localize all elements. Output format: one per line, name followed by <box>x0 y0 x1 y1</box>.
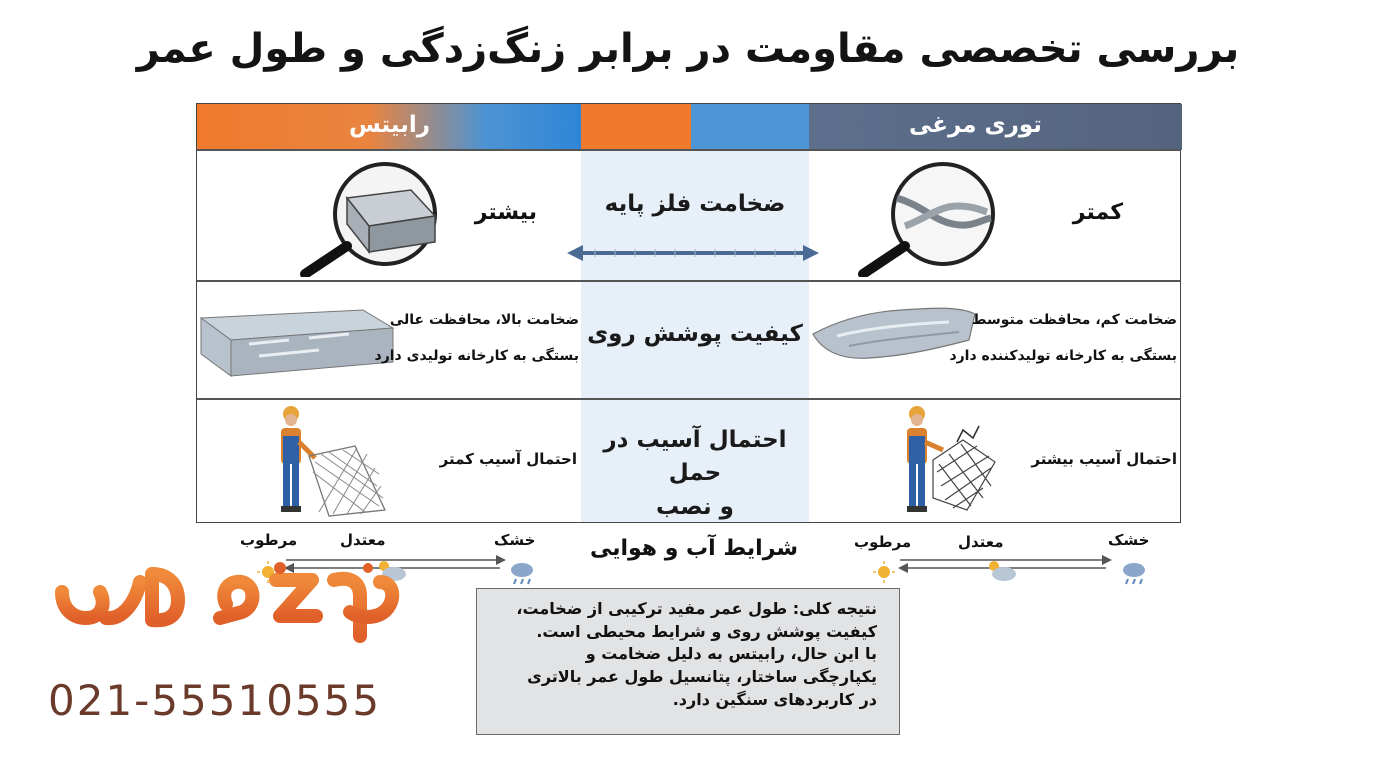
criterion-damage-line-2: و نصب <box>656 493 734 520</box>
magnifier-icon <box>295 162 455 277</box>
rain-cloud-icon <box>511 563 533 584</box>
header-divider-orange <box>581 104 691 150</box>
divider <box>197 280 1180 282</box>
climate-moderate-label: معتدل <box>340 531 386 549</box>
rabitz-thickness-value: بیشتر <box>474 200 537 225</box>
brand-logo <box>44 560 404 670</box>
chicken-wire-coating-line-2: بستگی به کارخانه تولیدکننده دارد <box>949 348 1177 364</box>
worker-icon <box>259 402 389 518</box>
double-arrow <box>565 242 821 264</box>
criterion-zinc-coating: کیفیت پوشش روی <box>587 321 803 347</box>
criterion-metal-thickness: ضخامت فلز پایه <box>604 191 786 217</box>
cloud-sun-icon <box>989 561 1016 581</box>
chicken-wire-coating-line-1: ضخامت کم، محافظت متوسط <box>972 312 1177 328</box>
chicken-wire-thickness-value: کمتر <box>1072 200 1123 225</box>
rabitz-damage-value: احتمال آسیب کمتر <box>439 450 577 468</box>
divider <box>197 398 1180 400</box>
conclusion-line-1: نتیجه کلی: طول عمر مفید ترکیبی از ضخامت، <box>516 599 877 618</box>
column-label-rabitz: رابیتس <box>349 112 431 138</box>
phone-number: 021-55510555 <box>48 676 382 725</box>
conclusion-line-5: در کاربردهای سنگین دارد. <box>672 689 877 709</box>
header-divider-blue <box>691 104 809 150</box>
page-title: بررسی تخصصی مقاومت در برابر زنگ‌زدگی و طول عمر <box>136 26 1240 72</box>
climate-scale-chicken-wire <box>870 552 1160 586</box>
divider <box>197 149 1180 151</box>
climate-moderate-label: معتدل <box>958 533 1004 551</box>
column-label-chicken-wire: توری مرغی <box>909 112 1042 138</box>
criterion-climate: شرایط آب و هوایی <box>589 536 799 561</box>
conclusion-box <box>476 588 900 735</box>
rabitz-coating-line-1: ضخامت بالا، محافظت عالی <box>389 312 579 328</box>
criterion-damage-risk <box>581 424 809 524</box>
sun-icon <box>873 561 895 583</box>
climate-dry-label: خشک <box>494 531 536 549</box>
climate-humid-label: مرطوب <box>854 533 912 551</box>
conclusion-line-2: کیفیت پوشش روی و شرایط محیطی است. <box>536 621 877 641</box>
chicken-wire-damage-value: احتمال آسیب بیشتر <box>1031 450 1177 468</box>
climate-dry-label: خشک <box>1108 531 1150 549</box>
rabitz-coating-line-2: بستگی به کارخانه تولیدی دارد <box>374 348 579 364</box>
rain-cloud-icon <box>1123 563 1145 584</box>
climate-humid-label: مرطوب <box>240 531 298 549</box>
magnifier-icon <box>853 162 1013 277</box>
criterion-damage-line-1: احتمال آسیب در حمل <box>603 427 787 487</box>
conclusion-line-4: یکپارچگی ساختار، پتانسیل طول عمر بالاتری <box>527 667 877 687</box>
comparison-table <box>196 103 1181 523</box>
conclusion-line-3: با این حال، رابیتس به دلیل ضخامت و <box>585 644 877 664</box>
